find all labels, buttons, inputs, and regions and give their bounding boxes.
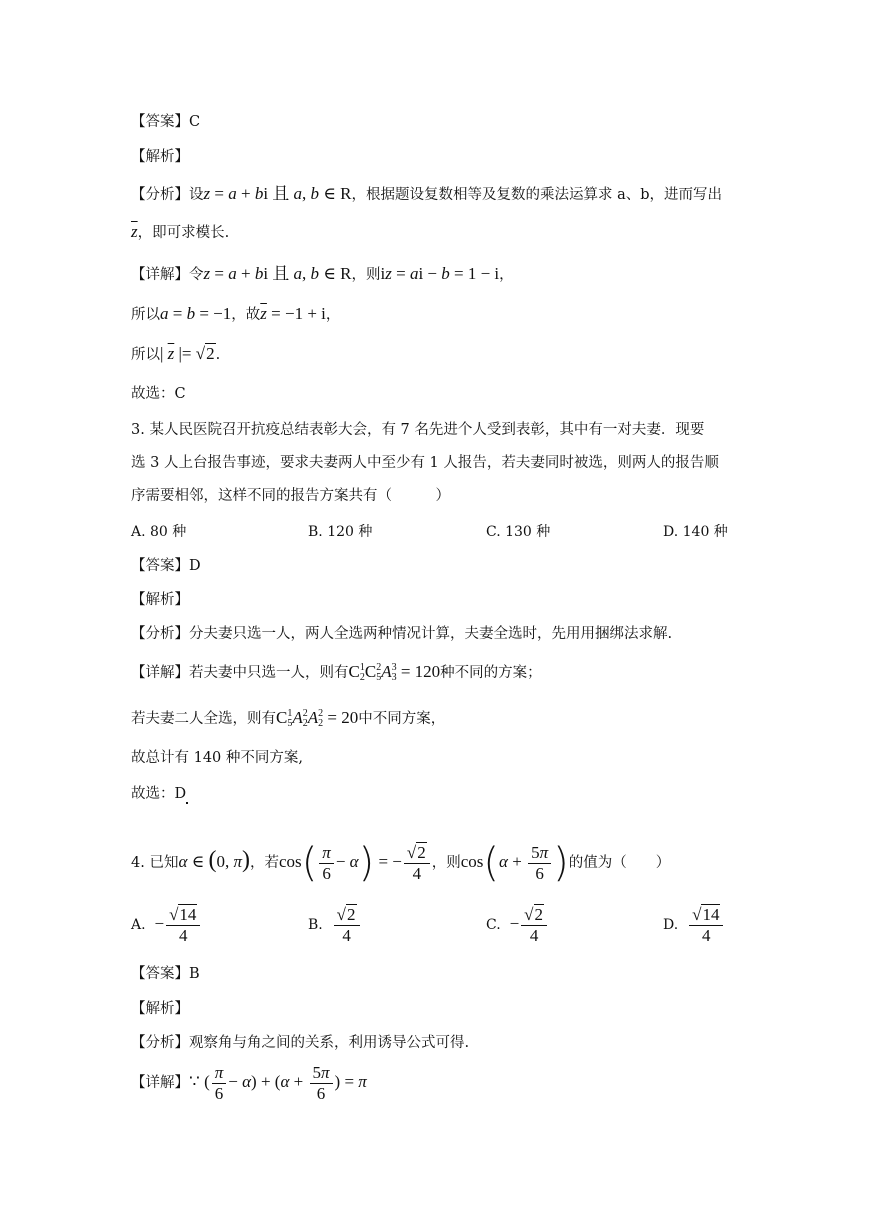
detail-text-2: 所以a = b = −1，故$\overline{z} = -1 + i$， xyxy=(131,304,341,323)
analysis-label: 【解析】 xyxy=(131,149,189,165)
analysis-text: 【分析】分夫妻只选一人，两人全选两种情况计算，夫妻全选时，先用用捆绑法求解. xyxy=(131,626,673,642)
option-b: B. $\frac{√2}{4}$ xyxy=(308,902,362,947)
answer-line: 【答案】B xyxy=(131,966,200,982)
detail-text-2: 若夫妻二人全选，则有C 1 5 A 2 2 A 2 2 = 20中不同方案， xyxy=(131,708,446,730)
detail-text: 【详解】若夫妻中只选一人，则有C 1 2 C 2 5 A 3 3 = 120种不同的方案； xyxy=(131,662,542,684)
option-c: C. 130 种 xyxy=(486,524,551,540)
analysis-label: 【解析】 xyxy=(131,1001,189,1017)
option-d: D. 140 种 xyxy=(663,524,728,540)
question-3-stem-1: 3. 某人民医院召开抗疫总结表彰大会，有 7 名先进个人受到表彰，其中有一对夫妻．现要 xyxy=(131,422,705,438)
answer-line: 【答案】C xyxy=(131,114,201,130)
option-d: D. $\frac{√14}{4}$ xyxy=(663,902,725,947)
detail-text: 【详解】令z = a + bi 且 a, b ∈ R，则iz = ai − b = 1 − i， xyxy=(131,264,514,283)
analysis-text: 【分析】观察角与角之间的关系，利用诱导公式可得. xyxy=(131,1035,470,1051)
analysis-text: 【分析】设z = a + bi 且 a, b ∈ R，根据题设复数相等及复数的乘法运算求 a、b，进而写出 xyxy=(131,184,723,203)
total-line: 故总计有 140 种不同方案, xyxy=(131,750,304,766)
analysis-text-cont: $\overline{z}$，即可求模长. xyxy=(131,222,230,241)
option-c: C. − $\frac{√2}{4}$ xyxy=(486,902,549,947)
option-a: A. − $\frac{√14}{4}$ xyxy=(131,902,202,947)
option-b: B. 120 种 xyxy=(308,524,373,540)
choose-line: 故选：D xyxy=(131,786,187,802)
detail-text: 【详解】∵ ( $\frac{\pi}{6}$ − α) + (α + $\frac{5\pi}{6}$ ) = π xyxy=(131,1062,367,1103)
question-4-stem: 4. 已知α ∈ (0, π)，若cos( $\frac{\pi}{6}$ − α) = − $\frac{√2}{4}$ ，则cos(α + $\frac{5\pi}{6}$ )的值为（ ） xyxy=(131,840,671,887)
question-3-stem-3: 序需要相邻，这样不同的报告方案共有（ ） xyxy=(131,488,450,504)
answer-line: 【答案】D xyxy=(131,558,201,574)
option-a: A. 80 种 xyxy=(131,524,187,540)
detail-text-3: 所以| $\overline{z}$ |= √2. xyxy=(131,344,221,363)
choose-line: 故选：C xyxy=(131,386,186,402)
analysis-label: 【解析】 xyxy=(131,592,189,608)
stray-dot xyxy=(186,802,188,804)
question-3-stem-2: 选 3 人上台报告事迹，要求夫妻两人中至少有 1 人报告，若夫妻同时被选，则两人的报告顺 xyxy=(131,455,719,471)
